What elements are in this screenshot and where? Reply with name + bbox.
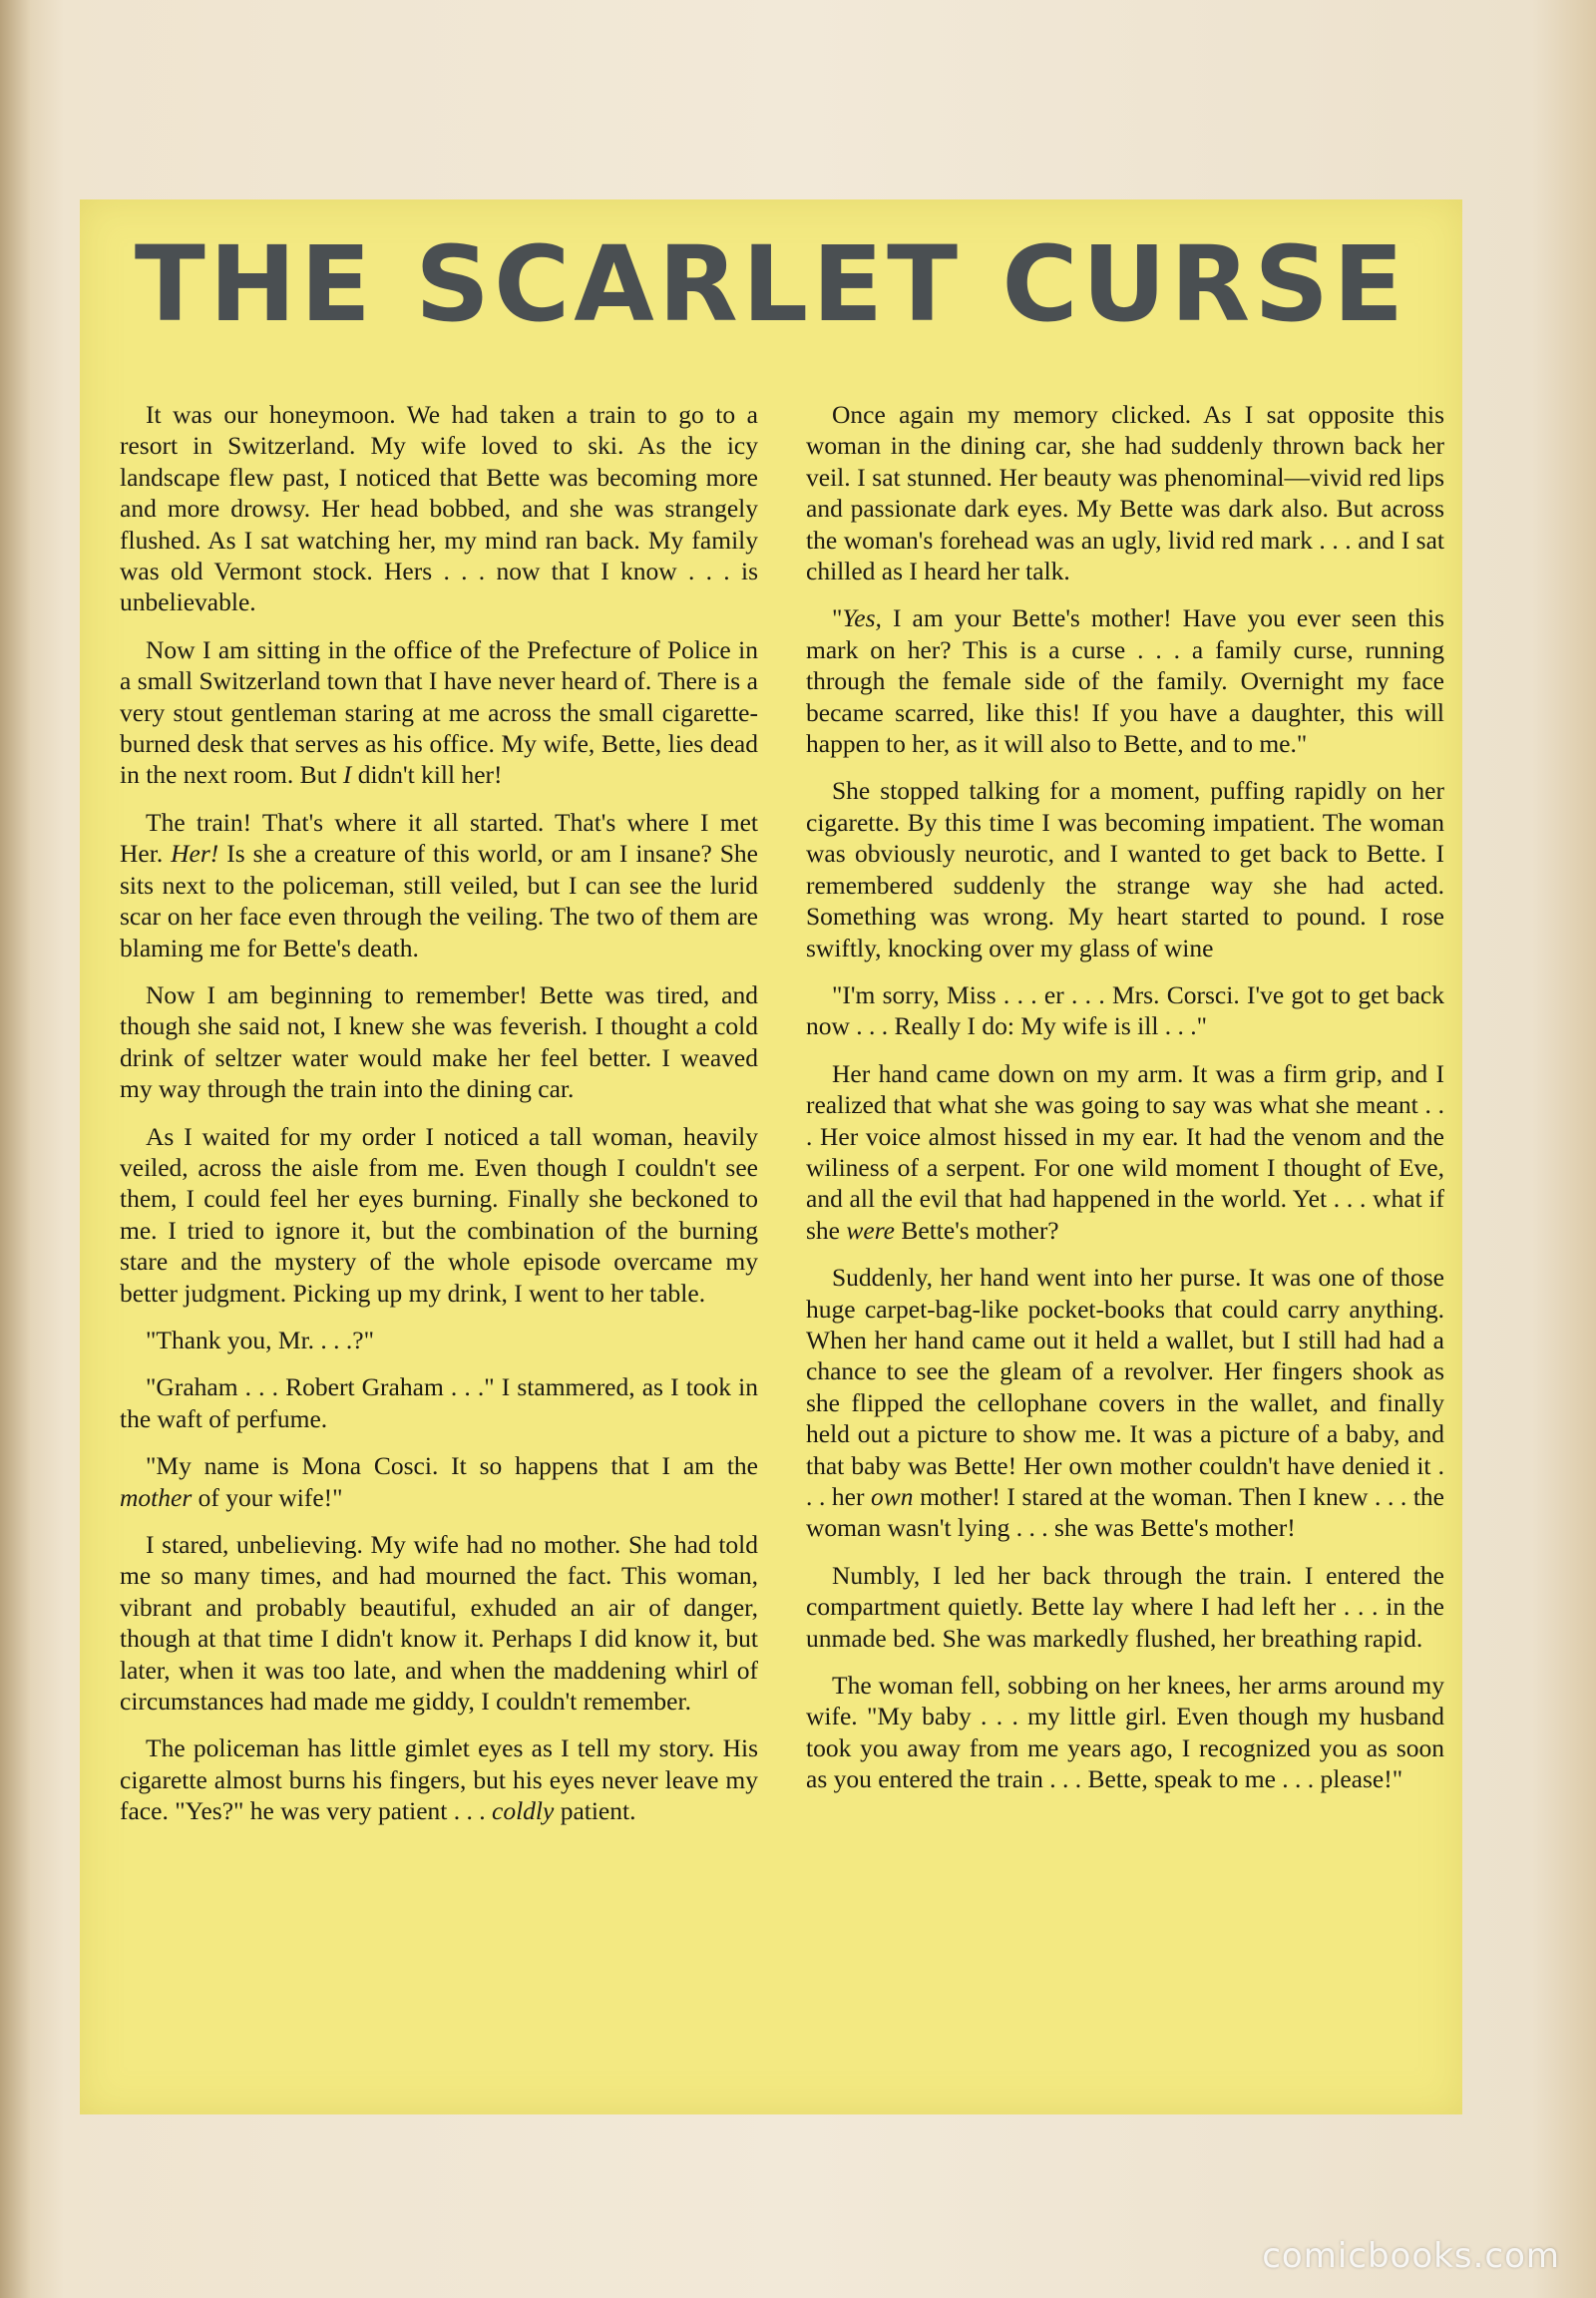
- paragraph: Once again my memory clicked. As I sat opposite this woman in the dining car, she had suddenly thrown back her veil. I sat stunned. Her beauty was phenominal—vivid red lips and passionate dark eyes. My Bette was dark also. But across the woman's forehead was an ugly, livid red mark . . . and I sat chilled as I heard her talk.: [806, 400, 1444, 586]
- paragraph: "Graham . . . Robert Graham . . ." I stammered, as I took in the waft of perfume.: [120, 1372, 758, 1433]
- left-column: [120, 399, 758, 1843]
- paragraph: "Yes, I am your Bette's mother! Have you ever seen this mark on her? This is a curse . . . a family curse, running through the female side of the family. Overnight my face became scarred, like this! If you have a daughter, this will happen to her, as it will also to Bette, and to me.": [806, 603, 1444, 759]
- paragraph: Now I am beginning to remember! Bette was tired, and though she said not, I knew she was feverish. I thought a cold drink of seltzer water would make her feel better. I weaved my way through the train into the dining car.: [120, 979, 758, 1104]
- paragraph: "Thank you, Mr. . . .?": [146, 1325, 375, 1354]
- page-spine-shadow: [0, 0, 30, 2298]
- paragraph: It was our honeymoon. We had taken a train to go to a resort in Switzerland. My wife loved to ski. As the icy landscape flew past, I noticed that Bette was becoming more and more drowsy. Her head bobbed, and she was strangely flushed. As I sat watching her, my mind ran back. My family was old Vermont stock. Hers . . . now that I know . . . is unbelievable.: [120, 400, 758, 617]
- paragraph: Suddenly, her hand went into her purse. It was one of those huge carpet-bag-like pocket-books that could carry anything. When her hand came out it held a wallet, but I still had had a chance to see the gleam of a revolver. Her fingers shook as she flipped the cellophane covers in the wallet, and finally held out a picture to show me. It was a picture of a baby, and that baby was Bette! Her own mother couldn't have denied it . . . her own mother! I stared at the woman. Then I knew . . . the woman wasn't lying . . . she was Bette's mother!: [806, 1263, 1444, 1543]
- paragraph: Now I am sitting in the office of the Prefecture of Police in a small Switzerland town that I have never heard of. There is a very stout gentleman staring at me across the small cigarette-burned desk that serves as his office. My wife, Bette, lies dead in the next room. But I didn't kill her!: [120, 634, 758, 790]
- paragraph: The train! That's where it all started. That's where I met Her. Her! Is she a creature of this world, or am I insane? She sits next to the policeman, still veiled, but I can see the lurid scar on her face even through the veiling. The two of them are blaming me for Bette's death.: [120, 807, 758, 962]
- site-watermark: comicbooks.com: [1262, 2236, 1560, 2276]
- paragraph: The woman fell, sobbing on her knees, her arms around my wife. "My baby . . . my little girl. Even though my husband took you away from me years ago, I recognized you as soon as you entered the train . . . Bette, speak to me . . . please!": [806, 1671, 1444, 1794]
- paragraph: She stopped talking for a moment, puffing rapidly on her cigarette. By this time I was becoming impatient. The woman was obviously neurotic, and I wanted to get back to Bette. I remembered suddenly the strange way she had acted. Something was wrong. My heart started to pound. I rose swiftly, knocking over my glass of wine: [806, 776, 1444, 962]
- paragraph: The policeman has little gimlet eyes as I tell my story. His cigarette almost burns his fingers, but his eyes never leave my face. "Yes?" he was very patient . . . coldly patient.: [120, 1733, 758, 1826]
- paragraph: "I'm sorry, Miss . . . er . . . Mrs. Corsci. I've got to get back now . . . Really I do: My wife is ill . . .": [806, 979, 1444, 1041]
- story-title: THE SCARLET CURSE: [134, 223, 1408, 345]
- paragraph: "My name is Mona Cosci. It so happens that I am the mother of your wife!": [120, 1451, 758, 1512]
- paragraph: Numbly, I led her back through the train. I entered the compartment quietly. Bette lay where I had left her . . . in the unmade bed. She was markedly flushed, her breathing rapid.: [806, 1560, 1444, 1653]
- paragraph: As I waited for my order I noticed a tall woman, heavily veiled, across the aisle from me. Even though I couldn't see them, I could feel her eyes burning. Finally she beckoned to me. I tried to ignore it, but the combination of the burning stare and the mystery of the whole episode overcame my better judgment. Picking up my drink, I went to her table.: [120, 1121, 758, 1308]
- paragraph: I stared, unbelieving. My wife had no mother. She had told me so many times, and had mourned the fact. This woman, vibrant and probably beautiful, exhuded an air of danger, though at that time I didn't know it. Perhaps I did know it, but later, when it was too late, and when the maddening whirl of circumstances had made me giddy, I couldn't remember.: [120, 1530, 758, 1717]
- right-column: [806, 399, 1444, 1811]
- paragraph: Her hand came down on my arm. It was a firm grip, and I realized that what she was going to say was what she meant . . . Her voice almost hissed in my ear. It had the venom and the wiliness of a serpent. For one wild moment I thought of Eve, and all the evil that had happened in the world. Yet . . . what if she were Bette's mother?: [806, 1058, 1444, 1245]
